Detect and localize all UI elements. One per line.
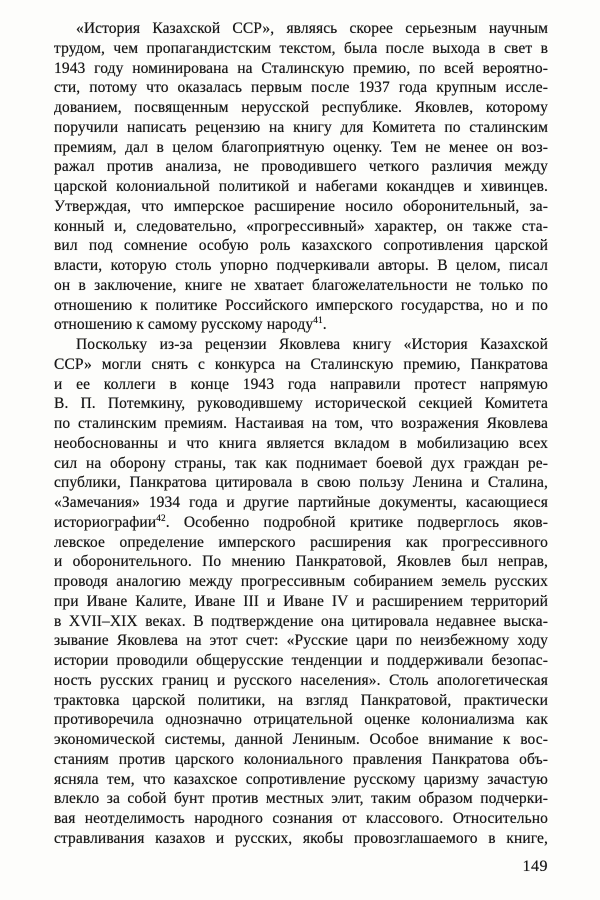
text-line: вил под сомнение особую роль казахского сопротивления царской: [54, 237, 548, 255]
text-line: Поскольку из-за рецензии Яковлева книгу «История Казахской: [76, 336, 548, 353]
text-line: отношению к самому русскому народу$^{41}$.: [54, 316, 327, 334]
text-line: истории проводили общерусские тенденции и поддерживали безопас-: [54, 652, 548, 669]
text-line: зывание Яковлева на этот счет: «Русские цари по неизбежному ходу: [54, 632, 548, 650]
text-line: В. П. Потемкину, руководившему исторической секцией Комитета: [54, 395, 548, 413]
text-line: и ее коллеги в конце 1943 года направили протест напрямую: [54, 375, 548, 393]
text-line: экономической системы, данной Лениным. Особое внимание к вос-: [54, 731, 548, 748]
text-line: ражал против анализа, не проводившего четкого различия между: [54, 158, 548, 176]
paragraph: [54, 335, 548, 849]
text-line: Утверждая, что имперское расширение носило оборонительный, за-: [54, 197, 548, 215]
text-line: левское определение имперского расширения как прогрессивного: [54, 533, 548, 551]
text-line: влекло за собой бунт против местных элит, таким образом подчерки-: [54, 790, 548, 808]
text-line: сил на оборону страны, так как поднимает боевой дух граждан ре-: [54, 454, 548, 472]
text-line: «Замечания» 1934 года и другие партийные документы, касающиеся: [54, 494, 548, 511]
text-line: ясняла тем, что казахское сопротивление русскому царизму зачастую: [54, 770, 548, 788]
text-line: 1943 году номинирована на Сталинскую премию, по всей вероятно-: [54, 59, 548, 77]
text-line: противоречила однозначно отрицательной оценке колониализма как: [54, 711, 548, 729]
text-line: по сталинским премиям. Настаивая на том, что возражения Яковлева: [54, 415, 548, 432]
text-line: спублики, Панкратова цитировала в свою пользу Ленина и Сталина,: [54, 474, 548, 492]
text-line: и оборонительного. По мнению Панкратовой, Яковлев был неправ,: [54, 553, 548, 571]
text-line: дованием, посвященным нерусской республике. Яковлев, которому: [54, 99, 548, 116]
text-line: историографии$^{42}$. Особенно подробной критике подверглось яков-: [54, 513, 548, 531]
text-line: сти, потому что оказалась первым после 1937 года крупным иссле-: [54, 79, 548, 97]
paragraph: [54, 19, 548, 335]
text-line: конный и, следовательно, «прогрессивный» характер, он также ста-: [54, 217, 548, 235]
text-line: стравливания казахов и русских, якобы провозглашаемого в книге,: [54, 829, 548, 847]
text-line: трактовка царской политики, на взгляд Панкратовой, практически: [54, 691, 548, 709]
page-number: 149: [522, 858, 548, 875]
text-line: при Иване Калите, Иване III и Иване IV и расширением территорий: [54, 592, 548, 610]
text-line: царской колониальной политикой и набегами кокандцев и хивинцев.: [54, 178, 548, 195]
text-line: отношению к политике Российского имперского государства, но и по: [54, 296, 548, 314]
text-line: ность русских границ и русского населения». Столь апологетическая: [54, 671, 548, 689]
text-line: поручили написать рецензию на книгу для Комитета по сталинским: [54, 118, 548, 136]
text-line: он в заключение, книге не хватает благожелательности не только по: [54, 276, 548, 294]
text-line: станиям против царского колониального правления Панкратова объ-: [54, 750, 548, 768]
text-line: вая неотделимость народного сознания от классового. Относительно: [54, 810, 548, 827]
text-line: «История Казахской ССР», являясь скорее серьезным научным: [76, 20, 548, 37]
text-line: власти, которую столь упорно подчеркивали авторы. В целом, писал: [54, 257, 548, 274]
text-line: премиям, дал в целом благоприятную оценку. Тем не менее он воз-: [54, 138, 548, 156]
text-line: трудом, чем пропагандистским текстом, была после выхода в свет в: [54, 39, 548, 57]
text-line: проводя аналогию между прогрессивным собиранием земель русских: [54, 573, 548, 590]
text-line: необоснованны и что книга является вкладом в мобилизацию всех: [54, 434, 548, 452]
text-line: в XVII–XIX веках. В подтверждение она цитировала недавнее выска-: [54, 612, 548, 630]
text-line: ССР» могли снять с конкурса на Сталинскую премию, Панкратова: [54, 355, 548, 373]
text-block: [54, 19, 548, 849]
